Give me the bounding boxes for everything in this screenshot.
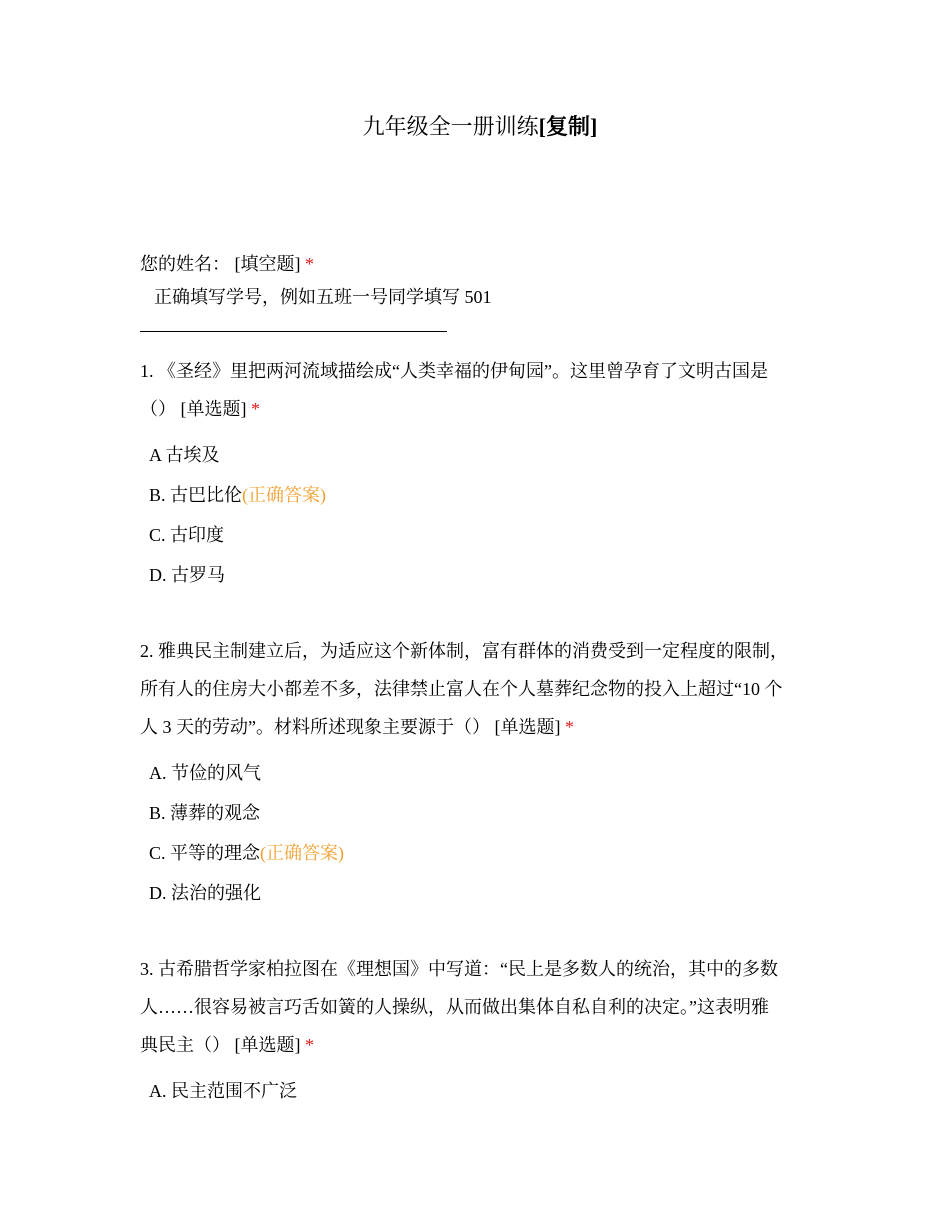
- correct-answer-label: (正确答案): [260, 843, 345, 863]
- question-3-text-line-3: 典民主（） [单选题] *: [140, 1035, 314, 1055]
- question-2-text-line-2: 所有人的住房大小都差不多，法律禁止富人在个人墓葬纪念物的投入上超过“10 个: [140, 679, 783, 699]
- page-title: [140, 112, 820, 142]
- q2-option-c[interactable]: C. 平等的理念(正确答案): [149, 843, 345, 863]
- question-3-text-line-2: 人……很容易被言巧舌如簧的人操纵，从而做出集体自私自利的决定。”这表明雅: [140, 997, 769, 1017]
- q1-option-c[interactable]: C. 古印度: [149, 525, 225, 545]
- question-type: [单选题]: [234, 1035, 301, 1055]
- question-2: [140, 632, 810, 746]
- required-mark: *: [565, 717, 574, 737]
- question-1-text-line-1: 1. 《圣经》里把两河流域描绘成“人类幸福的伊甸园”。这里曾孕育了文明古国是: [140, 361, 768, 381]
- question-1: [140, 352, 810, 428]
- title-suffix: [复制]: [538, 114, 598, 139]
- question-type: [单选题]: [180, 399, 247, 419]
- q1-option-b[interactable]: B. 古巴比伦(正确答案): [149, 485, 327, 505]
- title-main: 九年级全一册训练: [362, 114, 539, 139]
- question-3-text-line-1: 3. 古希腊哲学家柏拉图在《理想国》中写道：“民上是多数人的统治，其中的多数: [140, 959, 778, 979]
- name-question: [140, 245, 810, 283]
- question-type: [填空题]: [234, 254, 301, 274]
- q1-option-d[interactable]: D. 古罗马: [149, 565, 225, 585]
- question-3: [140, 950, 810, 1064]
- question-type: [单选题]: [494, 717, 561, 737]
- name-hint: 正确填写学号，例如五班一号同学填写 501: [154, 287, 492, 307]
- question-2-text-line-1: 2. 雅典民主制建立后，为适应这个新体制，富有群体的消费受到一定程度的限制，: [140, 641, 788, 661]
- name-label: 您的姓名：: [140, 254, 230, 274]
- q2-option-a[interactable]: A. 节俭的风气: [149, 763, 261, 783]
- q2-option-d[interactable]: D. 法治的强化: [149, 883, 261, 903]
- required-mark: *: [251, 399, 260, 419]
- required-mark: *: [305, 254, 314, 274]
- correct-answer-label: (正确答案): [242, 485, 327, 505]
- question-2-text-line-3: 人 3 天的劳动”。材料所述现象主要源于（） [单选题] *: [140, 717, 574, 737]
- q1-option-a[interactable]: A 古埃及: [149, 445, 220, 465]
- required-mark: *: [305, 1035, 314, 1055]
- name-input-line[interactable]: [140, 331, 447, 332]
- question-1-text-line-2: （） [单选题] *: [140, 399, 260, 419]
- q2-option-b[interactable]: B. 薄葬的观念: [149, 803, 261, 823]
- q3-option-a[interactable]: A. 民主范围不广泛: [149, 1081, 297, 1101]
